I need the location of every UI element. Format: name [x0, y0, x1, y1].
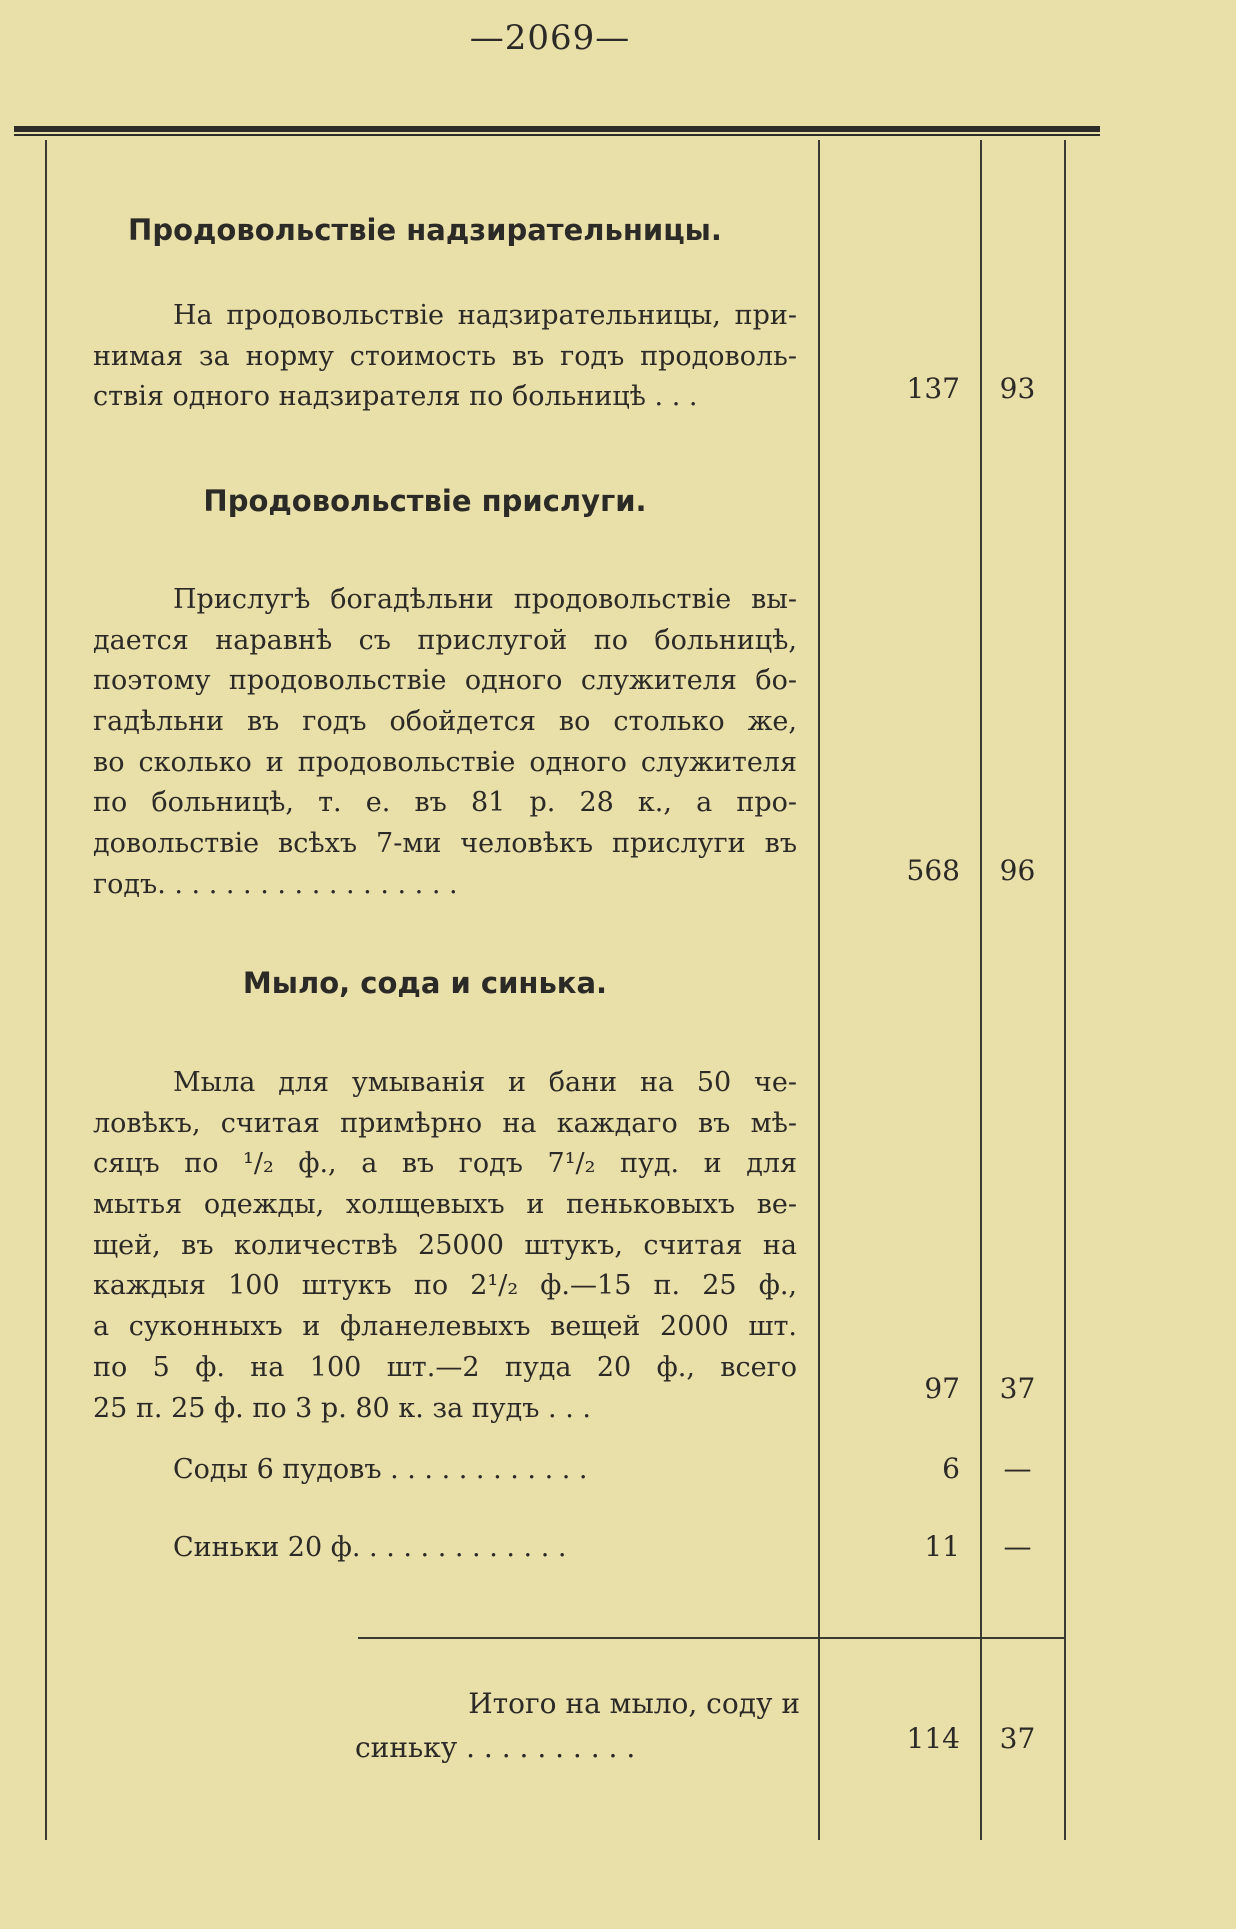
text-line: по 5 ф. на 100 шт.—2 пуда 20 ф., всего	[93, 1351, 797, 1383]
top-rule-thin	[14, 134, 1100, 136]
text-line: дается наравнѣ съ прислугой по больницѣ,	[93, 624, 797, 656]
amount-kop: —	[1003, 1530, 1032, 1563]
text-line: по больницѣ, т. е. въ 81 р. 28 к., а про-	[93, 787, 797, 819]
text-line: ловѣкъ, считая примѣрно на каждаго въ мѣ-	[93, 1107, 797, 1139]
item-label: Соды 6 пудовъ . . . . . . . . . . . .	[173, 1454, 588, 1485]
amount-rub: 137	[906, 372, 960, 405]
heading-overseer-food: Продовольствіе надзирательницы.	[128, 213, 722, 247]
amount-rub: 568	[906, 854, 960, 887]
column-divider-rub-kop	[980, 140, 982, 1840]
amount-rub: 97	[924, 1372, 960, 1405]
text-line: Прислугѣ богадѣльни продовольствіе вы-	[173, 584, 797, 615]
text-line: нимая за норму стоимость въ годъ продоволь-	[93, 340, 797, 372]
item-blue	[93, 1528, 797, 1569]
amount-kop: 93	[999, 372, 1036, 405]
text-line: гадѣльни въ годъ обойдется во столько же,	[93, 706, 797, 738]
text-line: во сколько и продовольствіе одного служителя	[93, 746, 797, 778]
amount-kop: 37	[999, 1372, 1036, 1405]
text-line: мытья одежды, холщевыхъ и пеньковыхъ ве-	[93, 1189, 797, 1221]
amount-rub: 6	[942, 1452, 960, 1485]
amount-kop: —	[1003, 1452, 1032, 1485]
total-rub: 114	[906, 1722, 960, 1755]
right-border	[1064, 140, 1066, 1840]
para-overseer-food	[93, 296, 797, 418]
page-number: —2069—	[469, 18, 631, 58]
text-line: Мыла для умыванія и бани на 50 че-	[173, 1067, 797, 1098]
top-rule-thick	[14, 126, 1100, 132]
text-line: довольствіе всѣхъ 7-ми человѣкъ прислуги въ	[93, 828, 797, 860]
text-line: ствія одного надзирателя по больницѣ . . .	[93, 381, 698, 413]
total-kop: 37	[999, 1722, 1036, 1755]
text-line: щей, въ количествѣ 25000 штукъ, считая на	[93, 1229, 797, 1261]
text-line: 25 п. 25 ф. по 3 р. 80 к. за пудъ . . .	[93, 1392, 591, 1424]
column-divider-text-rub	[818, 140, 820, 1840]
para-soap	[93, 1063, 797, 1429]
text-line: сяцъ по ¹/₂ ф., а въ годъ 7¹/₂ пуд. и для	[93, 1148, 797, 1180]
item-label: Синьки 20 ф. . . . . . . . . . . . .	[173, 1532, 567, 1563]
total-line: синьку . . . . . . . . . .	[355, 1731, 636, 1764]
amount-kop: 96	[999, 854, 1036, 887]
amount-rub: 11	[924, 1530, 960, 1563]
text-line: На продовольствіе надзирательницы, при-	[173, 300, 797, 331]
text-line: поэтому продовольствіе одного служителя бо-	[93, 665, 797, 697]
total-rule	[358, 1637, 1064, 1639]
heading-soap-soda-blue: Мыло, сода и синька.	[242, 966, 608, 1000]
item-soda	[93, 1450, 797, 1491]
text-line: каждыя 100 штукъ по 2¹/₂ ф.—15 п. 25 ф.,	[93, 1270, 797, 1302]
text-line: годъ. . . . . . . . . . . . . . . . . .	[93, 868, 458, 900]
total-line: Итого на мыло, соду и	[468, 1687, 800, 1720]
para-servants-food	[93, 580, 797, 906]
text-line: а суконныхъ и фланелевыхъ вещей 2000 шт.	[93, 1311, 797, 1343]
total-label	[330, 1682, 800, 1770]
heading-servants-food: Продовольствіе прислуги.	[203, 484, 647, 518]
